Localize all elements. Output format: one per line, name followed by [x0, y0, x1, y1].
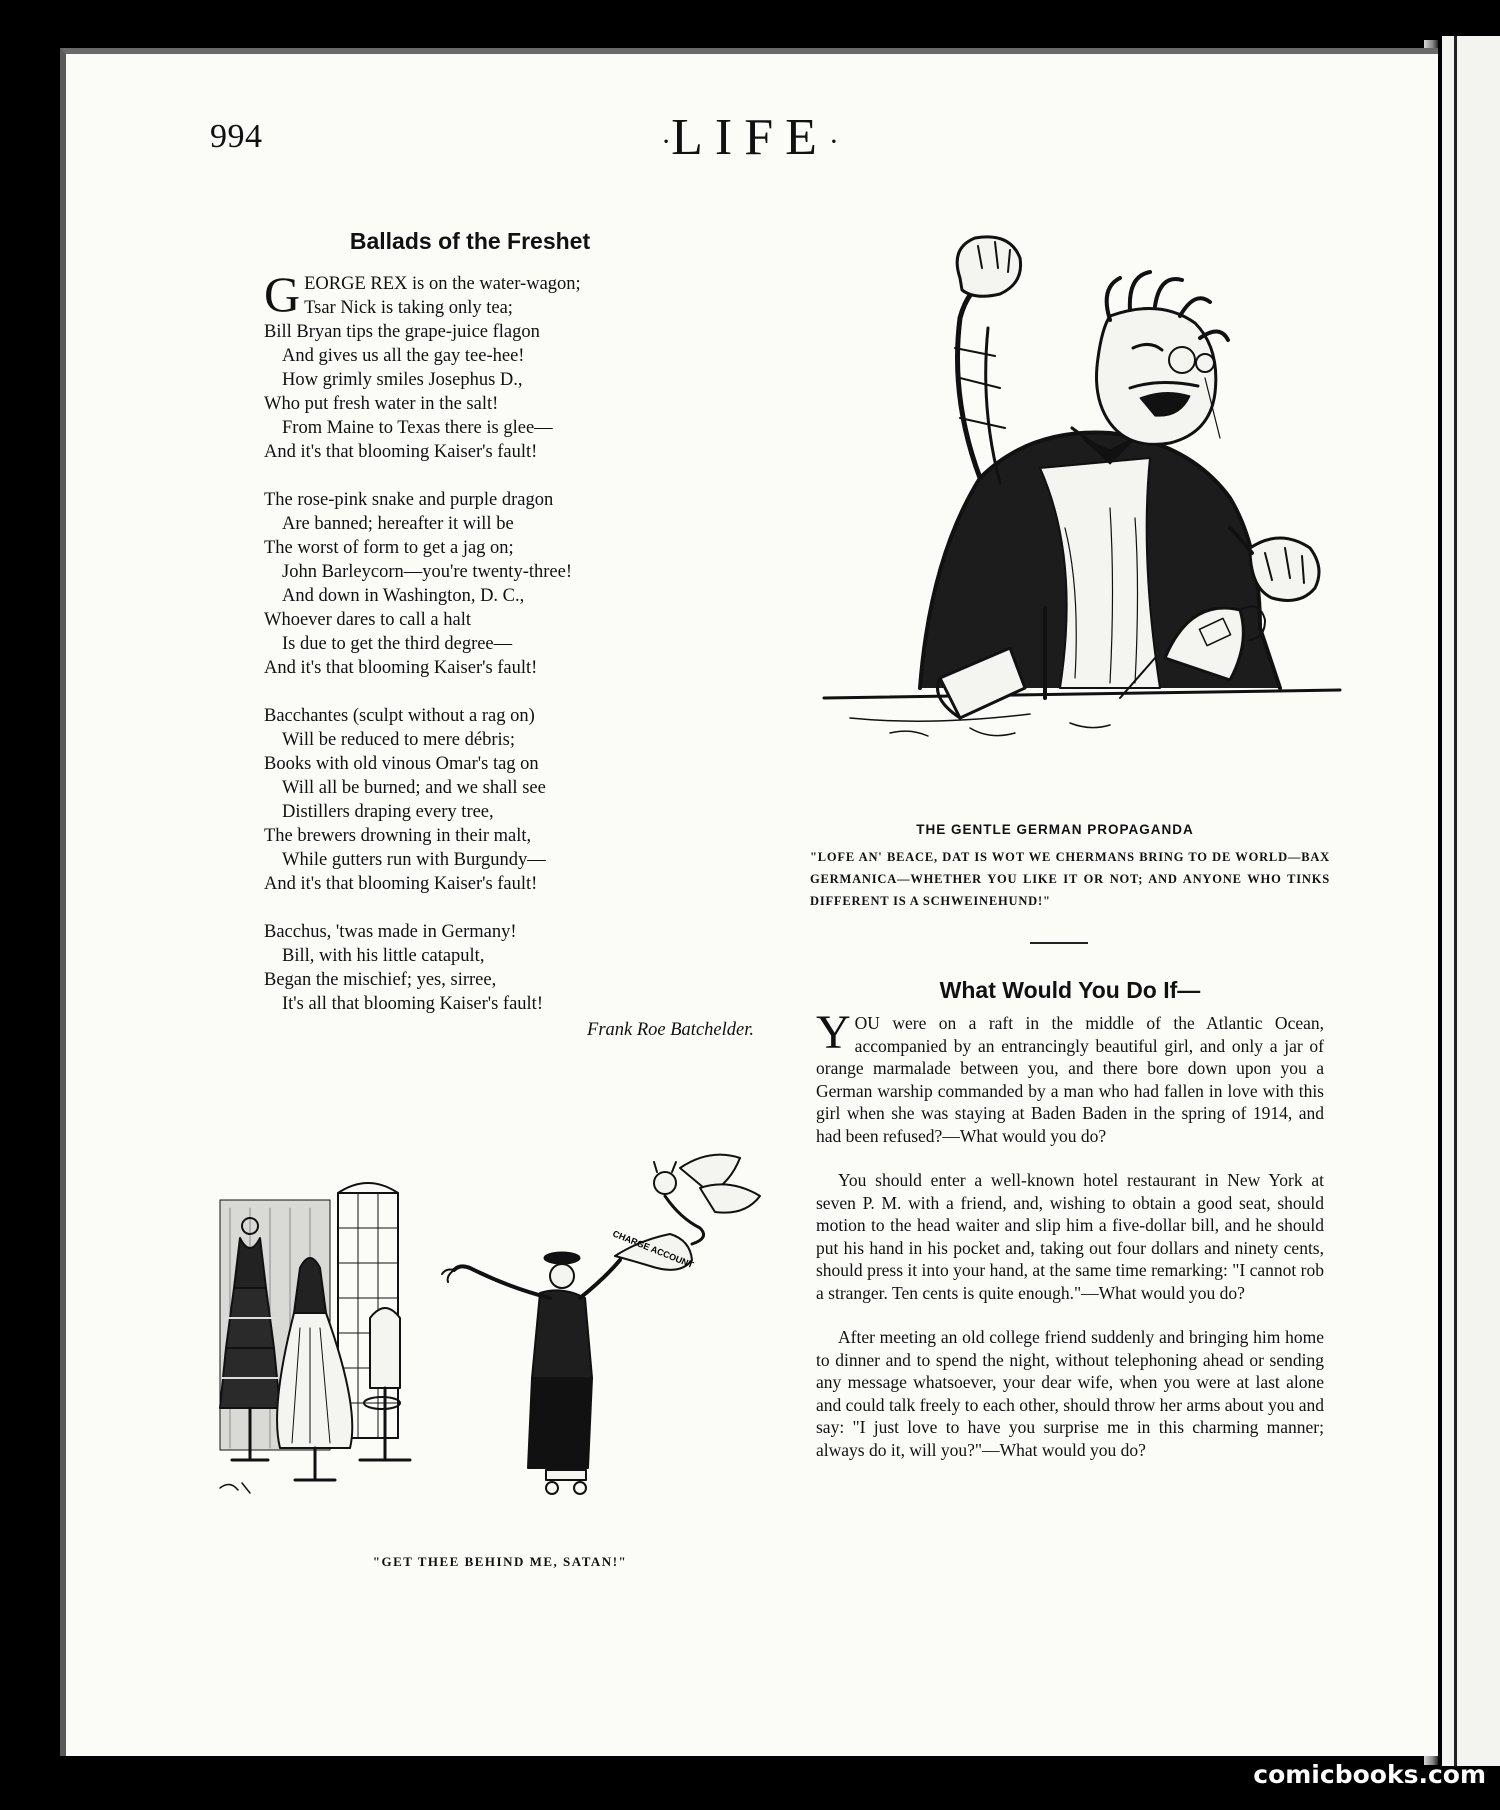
- poem-line: And it's that blooming Kaiser's fault!: [264, 442, 538, 462]
- poem-line: Bill, with his little catapult,: [282, 946, 485, 966]
- poem-line: Began the mischief; yes, sirree,: [264, 970, 497, 990]
- poem-line: It's all that blooming Kaiser's fault!: [282, 994, 543, 1014]
- poem-line: Whoever dares to call a halt: [264, 610, 471, 630]
- article-paragraph: YOU were on a raft in the middle of the Atlantic Ocean, accompanied by an entrancingly beautiful girl, and only a jar of orange marmalade between you, and there bore down upon you a German warship commanded by a man who had fallen in love with this girl when she was staying at Baden Baden in the spring of 1914, and had been refused?—What would you do?: [816, 1006, 1324, 1146]
- poem-stanza: [264, 488, 764, 680]
- watermark: comicbooks.com: [1253, 1760, 1486, 1789]
- cartoon-top-title: THE GENTLE GERMAN PROPAGANDA: [916, 822, 1194, 837]
- poem-line: Is due to get the third degree—: [282, 634, 513, 654]
- cartoon-angry-german: [810, 228, 1350, 808]
- poem-line: Bill Bryan tips the grape-juice flagon: [264, 322, 540, 342]
- poem-line: And gives us all the gay tee-hee!: [282, 346, 525, 366]
- poem-line: Distillers draping every tree,: [282, 802, 494, 822]
- poem-body: [264, 266, 764, 1042]
- poem-title: Ballads of the Freshet: [349, 228, 591, 254]
- poem-line: Bacchus, 'twas made in Germany!: [264, 922, 517, 942]
- poem-line: While gutters run with Burgundy—: [282, 850, 546, 870]
- article-title: What Would You Do If—: [939, 977, 1201, 1003]
- cartoon-bottom-caption: "GET THEE BEHIND ME, SATAN!": [372, 1554, 628, 1569]
- next-page-edge: [1442, 36, 1500, 1766]
- article-paragraph: You should enter a well-known hotel restaurant in New York at seven P. M. with a friend, and, wishing to obtain a good seat, should motion to the head waiter and slip him a five-dollar bill, and he should put his hand in his pocket and, taking out four dollars and ninety cents, should press it into your hand, at the same time remarking: "I cannot rob a stranger. Ten cents is quite enough."—What would you do?: [816, 1170, 1324, 1303]
- poem-line: From Maine to Texas there is glee—: [282, 418, 553, 438]
- article-dropcap: Y: [816, 1006, 851, 1059]
- poem-line: John Barleycorn—you're twenty-three!: [282, 562, 572, 582]
- poem-line: And it's that blooming Kaiser's fault!: [264, 658, 538, 678]
- poem-line: The worst of form to get a jag on;: [264, 538, 514, 558]
- poem-line: Will all be burned; and we shall see: [282, 778, 546, 798]
- poem-author: Frank Roe Batchelder.: [587, 1020, 754, 1040]
- cartoon-get-thee-behind-me: [210, 1148, 780, 1518]
- poem-line: Are banned; hereafter it will be: [282, 514, 514, 534]
- poem-stanza: [264, 266, 764, 464]
- article-paragraph: After meeting an old college friend suddenly and bringing him home to dinner and to spend the night, without telephoning ahead or sending any message whatsoever, your dear wife, when you were at last alone and could talk freely to each other, should throw her arms about you and say: "I just love to have you surprise me in this charming manner; always do it, will you?"—What would you do?: [816, 1327, 1324, 1460]
- poem-line: And it's that blooming Kaiser's fault!: [264, 874, 538, 894]
- poem-dropcap: G: [264, 266, 301, 322]
- poem-stanza: [264, 704, 764, 896]
- article-body: [816, 1006, 1324, 1483]
- poem-line: How grimly smiles Josephus D.,: [282, 370, 523, 390]
- poem-line: The rose-pink snake and purple dragon: [264, 490, 554, 510]
- devil-charge-label: CHARGE ACCOUNT: [611, 1228, 695, 1270]
- section-divider: [1030, 942, 1088, 944]
- poem-line: Who put fresh water in the salt!: [264, 394, 499, 414]
- masthead: ·LIFE·: [661, 109, 839, 166]
- poem-stanza: [264, 920, 764, 1016]
- cartoon-top-caption: "LOFE AN' BEACE, DAT IS WOT WE CHERMANS BRING TO DE WORLD—BAX GERMANICA—WHETHER YOU LIKE IT OR NOT; AND ANYONE WHO TINKS DIFFERENT IS A SCHWEINEHUND!": [810, 850, 1330, 908]
- poem-line: The brewers drowning in their malt,: [264, 826, 532, 846]
- poem-line: Bacchantes (sculpt without a rag on): [264, 706, 535, 726]
- poem-line: EORGE REX is on the water-wagon;: [304, 274, 581, 294]
- poem-line: And down in Washington, D. C.,: [282, 586, 525, 606]
- poem-line: Books with old vinous Omar's tag on: [264, 754, 539, 774]
- poem-line: Tsar Nick is taking only tea;: [304, 298, 513, 318]
- page-number: 994: [210, 118, 263, 155]
- poem-line: Will be reduced to mere débris;: [282, 730, 515, 750]
